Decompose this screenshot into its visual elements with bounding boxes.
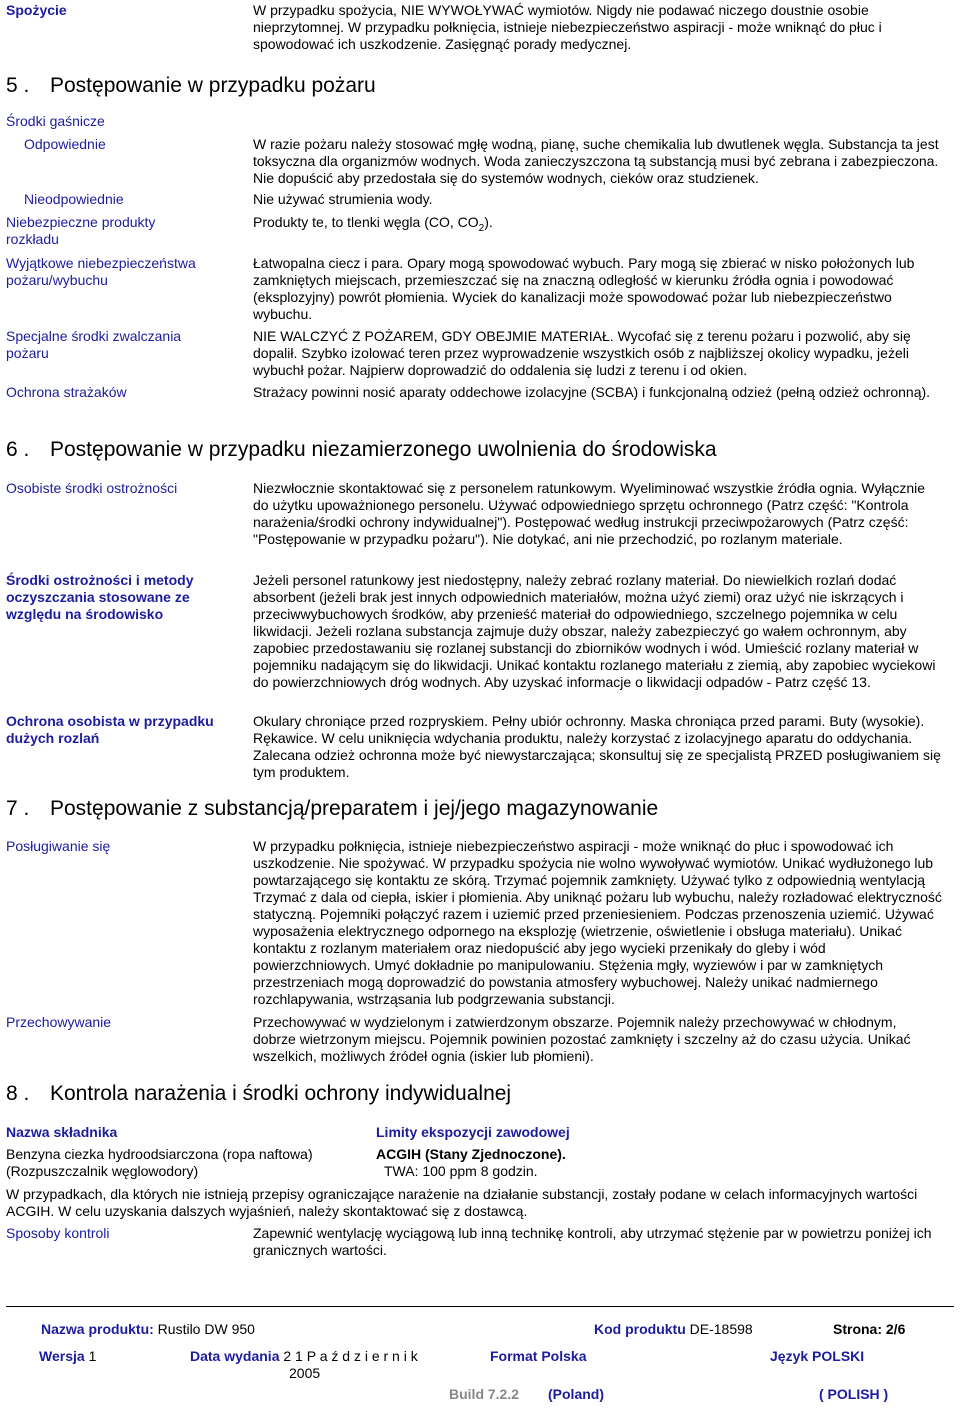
exposure-limit-title: ACGIH (Stany Zjednoczone). (376, 1146, 566, 1162)
decomposition-text (253, 214, 943, 237)
section-8-number: 8 . (6, 1082, 30, 1105)
footer-version-value: 1 (88, 1348, 97, 1364)
footer-product (41, 1321, 255, 1338)
suitable-label: Odpowiednie (24, 136, 106, 152)
firefighter-text: Strażacy powinni nosić aparaty oddechowe izolacyjne (SCBA) i funkcjonalną odzież (pełną odzież ochronną). (253, 384, 931, 400)
unsuitable-label: Nieodpowiednie (24, 191, 124, 207)
section-5-number: 5 . (6, 74, 30, 97)
exposure-limit-value: TWA: 100 ppm 8 godzin. (384, 1163, 538, 1179)
controls-text: Zapewnić wentylację wyciągową lub inną technikę kontroli, aby utrzymać stężenie par w powietrzu poniżej ich granicznych wartości. (253, 1225, 932, 1258)
footer-country: (Poland) (548, 1386, 604, 1402)
special-measures-label: Specjalne środki zwalczania pożaru (6, 328, 182, 361)
storage-text: Przechowywać w wydzielonym i zatwierdzonym obszarze. Pojemnik należy przechowywać w chłodnym, dobrze wietrzonym miejscu. Pojemnik powinien pozostać zamknięty i szczelny aż do czasu użycia. Unikać wszelkich, możliwych źródeł ognia (iskier lub płomieni). (253, 1014, 911, 1064)
personal-precautions-label: Osobiste środki ostrożności (6, 480, 178, 496)
component-name: Benzyna ciezka hydroodsiarczona (ropa naftowa) (Rozpuszczalnik węglowodory) (6, 1146, 313, 1179)
firefighter-label: Ochrona strażaków (6, 384, 127, 400)
large-spill-label: Ochrona osobista w przypadku dużych rozlań (6, 713, 214, 746)
section-5-heading (6, 74, 376, 98)
footer-date-label: Data wydania (190, 1348, 280, 1364)
hazards-label: Wyjątkowe niebezpieczeństwa pożaru/wybuchu (6, 255, 196, 288)
handling-text: W przypadku połknięcia, istnieje niebezpieczeństwo aspiracji - może wniknąć do płuc i spowodować ich uszkodzenie. Nie spożywać. W przypadku spożycia nie wolno wywoływać wymiotów. Unikać wydłużonego lub powtarzającego się kontaktu ze skórą. Trzymać pojemnik zamknięty. Używać tylko z odpowiednią wentylacją Trzymać z dala od ciepła, iskier i płomienia. Aby uniknąć pożaru lub wybuchu, należy rozładować elektryczność statyczną. Pojemniki połączyć razem i uziemić przed przeniesieniem. Podczas przenoszenia uziemić. Używać wyposażenia elektrycznego odpornego na eksplozję (wietrzenie, oświetlenie i obsługa materiału). Unikać kontaktu z rozlanym materiałem oraz niedopuścić aby jego wycieki przenikały do gleby i wód powierzchniowych. Umyć dokładnie po manipulowaniu. Stężenia mgły, wyziewów i par w zamkniętych przestrzeniach mogą doprowadzić do powstania atmosfery wybuchowej. Należy unikać nadmiernego rozchlapywania, wstrząsania lub podgrzewania substancji. (253, 838, 942, 1007)
footer-language-label: Język (770, 1348, 809, 1364)
decomposition-subscript: 2 (478, 222, 485, 234)
section-8-title: Kontrola narażenia i środki ochrony indywidualnej (50, 1082, 512, 1105)
footer-product-label: Nazwa produktu: (41, 1321, 154, 1337)
special-measures-text: NIE WALCZYĆ Z POŻAREM, GDY OBEJMIE MATERIAŁ. Wycofać się z terenu pożaru i pozwolić, aby się dopalił. Szybko izolować teren przez wyprowadzenie wszystkich osób z najbliższej okolicy wypadku, jeżeli wybuchł pożar. Najpierw doprowadzić do oddalenia się ludzi z terenu i od okien. (253, 328, 911, 378)
unsuitable-text: Nie używać strumienia wody. (253, 191, 433, 207)
footer-version (39, 1348, 96, 1365)
footer-divider (6, 1306, 954, 1307)
controls-label: Sposoby kontroli (6, 1225, 110, 1241)
footer-code-value: DE-18598 (689, 1321, 753, 1337)
footer-build: Build 7.2.2 (449, 1386, 520, 1402)
personal-precautions-text: Niezwłocznie skontaktować się z personelem ratunkowym. Wyeliminować wszystkie źródła ognia. Wyłącznie do użytku upoważnionego personelu. Używać odpowiedniego sprzętu ochronnego (Patrz część: "Kontrola narażenia/środki ochrony indywidualnej"). Postępować według instrukcji przeciwpożarowych (Patrz część: "Postępowanie w przypadku pożaru"). Nie dotykać, ani nie przechodzić, po rozlanym materiale. (253, 480, 925, 547)
exposure-limits-header: Limity ekspozycji zawodowej (376, 1124, 570, 1140)
footer-format-value: Polska (541, 1348, 587, 1364)
section-8-heading (6, 1082, 511, 1106)
section-7-heading (6, 797, 658, 821)
footer-format (490, 1348, 586, 1365)
footer-language (770, 1348, 864, 1365)
section-6-title: Postępowanie w przypadku niezamierzonego uwolnienia do środowiska (50, 438, 717, 461)
footer-format-label: Format (490, 1348, 538, 1364)
large-spill-text: Okulary chroniące przed rozpryskiem. Pełny ubiór ochronny. Maska chroniąca przed parami. Buty (wysokie). Rękawice. W celu uniknięcia wdychania produktu, należy korzystać z izolacyjnego aparatu do oddychania. Zalecana odzież ochronna może być niewystarczająca; skonsultuj się ze specjalistą PRZED posługiwaniem się tym produktem. (253, 713, 941, 780)
decomposition-label: Niebezpieczne produkty rozkładu (6, 214, 156, 247)
section-6-number: 6 . (6, 438, 30, 461)
footer-page: Strona: 2/6 (833, 1321, 906, 1337)
acgih-note: W przypadkach, dla których nie istnieją przepisy ograniczające narażenie na działanie substancji, zostały podane w celach informacyjnych wartości ACGIH. W celu uzyskania dalszych wyjaśnień, należy skontaktować się z dostawcą. (6, 1186, 918, 1219)
extinguishing-subhead: Środki gaśnicze (6, 113, 105, 129)
section-7-title: Postępowanie z substancją/preparatem i jej/jego magazynowanie (50, 797, 659, 820)
footer-date-year: 2005 (289, 1365, 321, 1381)
handling-label: Posługiwanie się (6, 838, 111, 854)
footer-product-value: Rustilo DW 950 (157, 1321, 255, 1337)
footer-code-label: Kod produktu (594, 1321, 686, 1337)
section-label-ingestion: Spożycie (6, 2, 67, 18)
storage-label: Przechowywanie (6, 1014, 112, 1030)
ingestion-text: W przypadku spożycia, NIE WYWOŁYWAĆ wymiotów. Nigdy nie podawać niczego doustnie osobie nieprzytomnej. W przypadku połknięcia, istnieje niebezpieczeństwo aspiracji - może wniknąć do płuc i spowodować ich uszkodzenie. Zasięgnąć porady medycznej. (253, 2, 882, 52)
footer-version-label: Wersja (39, 1348, 85, 1364)
footer-language-code: ( POLISH ) (819, 1386, 889, 1402)
hazards-text: Łatwopalna ciecz i para. Opary mogą spowodować wybuch. Pary mogą się zbierać w nisko położonych lub zamkniętych miejscach, przemieszczać się na znaczną odległość w kierunku źródła ognia i powodować (eksplozyjny) powrót płomienia. Wyciek do kanalizacji może spowodować pożar lub niebezpieczeństwo wybuchu. (253, 255, 915, 322)
section-6-heading (6, 438, 717, 462)
footer-code (594, 1321, 753, 1338)
footer-date-value: 2 1 P a ź d z i e r n i k (283, 1348, 418, 1364)
footer-language-value: POLSKI (812, 1348, 865, 1364)
component-name-header: Nazwa składnika (6, 1124, 118, 1140)
section-7-number: 7 . (6, 797, 30, 820)
environmental-text: Jeżeli personel ratunkowy jest niedostępny, należy zebrać rozlany materiał. Do niewielkich rozlań dodać absorbent (jeżeli brak jest innych odpowiednich materiałów, można użyć ziemi) oraz użyć nie iskrzących i przeciwwybuchowych środków, aby przenieść materiał do odpowiedniego, szczelnego pojemnika w celu likwidacji. Jeżeli rozlana substancja zajmuje duży obszar, należy zabezpieczyć go wałem ochronnym, aby zapobiec przedostawaniu się rozlanej substancji do zbiorników wodnych i wód. Umieścić rozlany materiał w pojemniku nadającym się do likwidacji. Unikać kontaktu rozlanego materiału z ziemią, aby zapobiec wyciekowi do powierzchniowych dróg wodnych. Aby uzyskać informacje o likwidacji odpadów - Patrz część 13. (253, 572, 936, 690)
environmental-label: Środki ostrożności i metody oczyszczania stosowane ze względu na środowisko (6, 572, 194, 622)
footer-date (190, 1348, 418, 1365)
decomposition-text-end: ). (484, 214, 493, 230)
suitable-text: W razie pożaru należy stosować mgłę wodną, pianę, suche chemikalia lub dwutlenek węgla. Substancja ta jest toksyczna dla organizmów wodnych. Woda zanieczyszczona tą substancją musi być zebrana i zabezpieczona. Nie dopuścić aby przedostała się do systemów wodnych, cieków oraz studzienek. (253, 136, 939, 186)
section-5-title: Postępowanie w przypadku pożaru (50, 74, 376, 97)
decomposition-text-main: Produkty te, to tlenki węgla (CO, CO (253, 214, 479, 230)
